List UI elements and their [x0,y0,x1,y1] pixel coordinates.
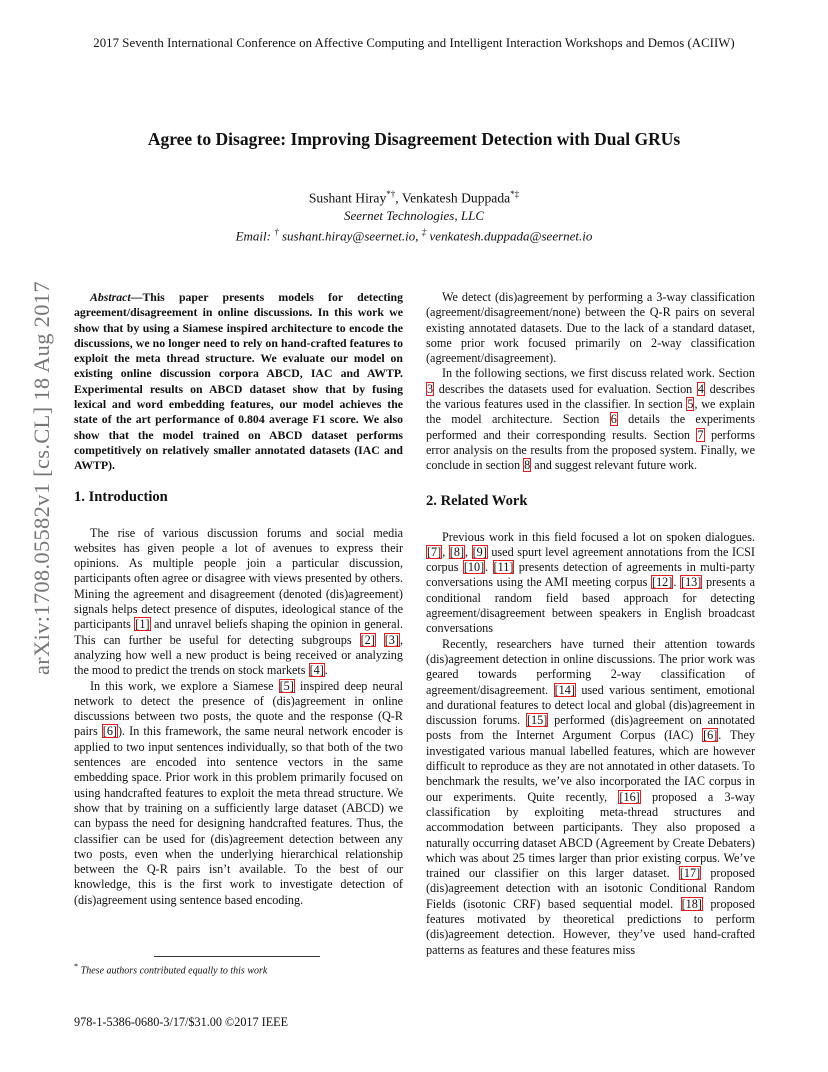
paragraph-text: . [324,663,328,678]
email-link[interactable]: venkatesh.duppada@seernet.io [429,227,593,243]
paragraph-text: presents detection of agreements in multi-party conversations using the AMI meeting corpus [426,560,756,590]
citation-link[interactable]: [10] [463,560,485,575]
intro-paragraph: We detect (dis)agreement by performing a 3-way classification (agreement/disagreement/none) between the Q-R pairs on several existing annotated datasets. Due to the lack of a standard dataset, some prior work focused primarily on 2-way classification (agreement/disagreement). [426,290,755,366]
email-mark: ‡ [421,226,427,237]
section-heading-introduction: 1. Introduction [74,488,168,505]
citation-link[interactable]: [2] [360,632,375,647]
citation-link[interactable]: [13] [681,575,702,590]
citation-link[interactable]: [11] [493,560,514,575]
citation-link[interactable]: [18] [681,896,702,911]
citation-link[interactable]: [7] [427,544,442,559]
email-mark: † [274,226,279,237]
paragraph-text: performed (dis)agreement on annotated posts from the Internet Argument Corpus (IAC) [426,713,755,743]
author-mark: *‡ [510,189,520,199]
paragraph-text: used various sentiment, emotional and durational features to detect local and global (dis)agreement in discussion forums. [426,682,756,728]
footnote [74,962,403,976]
paragraph-text: proposed features motivated by theoretical predictions to perform (dis)agreement detection. However, they’ve used hand-crafted patterns as features and these features miss [426,896,755,957]
paragraph-text: , analyzing how well a new product is being received or analyzing the mood to predict the trends on stock markets [74,632,404,678]
citation-link[interactable]: [4] [309,663,324,678]
paragraph-text: presents a conditional random field based approach for detecting agreement/disagreement between speakers in English broadcast conversations [426,575,755,636]
abstract-label: Abstract [90,290,131,304]
section-heading-related-work: 2. Related Work [426,492,528,509]
footnote-divider [154,956,320,957]
author-mark: *† [386,189,396,199]
paragraph-text: inspired deep neural network to detect the presence of (dis)agreement in online discussions between two posts, the quote and the response (Q-R pairs [74,678,403,739]
abstract-text: —This paper presents models for detecting agreement/disagreement in online discussions. In this work we show that by using a Siamese inspired architecture to encode the discussions, we no longer need to rely on hand-crafted features to exploit the meta thread structure. We evaluate our model on existing online discussion corpora ABCD, IAC and AWTP. Experimental results on ABCD dataset show that by fusing lexical and word embedding features, our model achieves the state of the art performance of 0.804 average F1 score. We also show that the model trained on ABCD dataset performs competitively on relatively smaller annotated datasets (IAC and AWTP). [74,290,403,473]
copyright-footer: 978-1-5386-0680-3/17/$31.00 ©2017 IEEE [74,1015,289,1029]
paragraph-text: proposed (dis)agreement detection with an isotonic Conditional Random Fields (isotonic CRF) based sequential model. [426,866,755,911]
paragraph-text: In this work, we explore a Siamese [90,678,279,693]
related-paragraph [426,637,755,958]
paragraph-text: describes the datasets used for evaluation. Section [434,381,697,396]
section-ref-link[interactable]: 3 [427,381,434,396]
citation-link[interactable]: [6] [102,724,117,739]
paragraph-text: Recently, researchers have turned their attention towards (dis)agreement detection in online discussions. The prior work was geared towards performing 2-way classification of agreement/disagreement. [426,636,755,697]
citation-link[interactable]: [6] [703,728,718,743]
abstract [74,290,403,474]
paragraph-text [376,633,384,647]
citation-link[interactable]: [9] [472,544,487,559]
paragraph-text: proposed a 3-way classification by exploiting meta-thread structures and accommodation between participants. They also proposed a naturally occurring dataset ABCD (Agreement by Create Debaters) which was about 25 times larger than prior existing corpus. We’ve trained our classifier on this larger dataset. [426,789,756,881]
arxiv-stamp[interactable]: arXiv:1708.05582v1 [cs.CL] 18 Aug 2017 [29,281,54,675]
author-name: Venkatesh Duppada [401,190,511,206]
conference-header: 2017 Seventh International Conference on Affective Computing and Intelligent Interaction Workshops and Demos (ACIIW) [93,36,735,50]
paragraph-text: , we explain the model architecture. Section [426,397,755,427]
section-ref-link[interactable]: 7 [697,427,704,442]
paragraph-text: used spurt level agreement annotations from the ICSI corpus [426,544,755,575]
right-column [426,290,755,958]
citation-link[interactable]: [1] [135,617,150,632]
citation-link[interactable]: [14] [554,682,575,697]
intro-paragraph [426,366,755,473]
email-link[interactable]: sushant.hiray@seernet.io, [281,227,419,243]
footnote-text: These authors contributed equally to this work [80,965,268,977]
paragraph-text: describes the various features used in the classifier. In section [426,381,755,412]
author-name: Sushant Hiray [308,190,387,206]
intro-paragraph [74,679,403,908]
citation-link[interactable]: [3] [384,632,399,647]
paragraph-text: Previous work in this field focused a lot on spoken dialogues. [442,529,755,544]
email-line [0,224,828,244]
paragraph-text: details the experiments performed and their corresponding results. Section [426,412,755,442]
paragraph-text: In the following sections, we first discuss related work. Section [442,366,755,381]
left-column [74,290,403,908]
author-block [0,186,828,244]
intro-paragraph [74,526,403,679]
citation-link[interactable]: [16] [619,789,640,804]
footnote-mark: * [74,962,79,971]
paragraph-text: and unravel beliefs shaping the opinion in general. This can further be useful for detecting subgroups [74,617,404,647]
email-label: Email: [235,227,271,243]
paragraph-text: and suggest relevant future work. [531,458,698,473]
section-ref-link[interactable]: 6 [610,412,617,427]
author-separator: , [395,190,402,206]
citation-link[interactable]: [8] [449,544,465,559]
paragraph-text: ). In this framework, the same neural network encoder is applied to two input sentences individually, so that both of the two sentences are encoded into sentence vectors in the same embedding space. Prior work in this problem primarily focused on using handcrafted features to exploit the meta thread structure. We show that by training on a sufficiently large dataset (ABCD) we can bypass the need for designing handcrafted features. Thus, the classifier can be used for (dis)agreement detection between any two posts, even when the underlying hierarchical relationship between the Q-R pairs isn’t available. To the best of our knowledge, this is the first work to investigate detection of (dis)agreement using sentence based encoding. [74,724,403,907]
citation-link[interactable]: [5] [279,678,294,693]
related-paragraph [426,530,755,637]
citation-link[interactable]: [17] [679,866,701,881]
paper-title: Agree to Disagree: Improving Disagreement Detection with Dual GRUs [147,129,681,149]
paragraph-text: , [442,544,449,559]
paragraph-text: . [485,560,493,575]
paragraph-text: The rise of various discussion forums and social media websites has given people a lot of avenues to express their opinions. As multiple people join a particular discussion, participants often agree or disagree with views presented by others. Mining the agreement and disagreement (denoted (dis)agreement) signals helps detect presence of disputes, ideological stance of the participants [74,525,403,632]
paragraph-text: performs error analysis on the results from the proposed system. Finally, we conclude in section [426,427,755,473]
citation-link[interactable]: [12] [652,575,673,590]
section-ref-link[interactable]: 4 [697,381,705,396]
paragraph-text: . They investigated various manual labelled features, which are however difficult to reproduce as they are not annotated in other datasets. To benchmark the results, we’ve also incorporated the IAC corpus in our experiments. Quite recently, [426,728,755,804]
paragraph-text: . [673,575,681,590]
paragraph-text: , [465,544,472,559]
section-ref-link[interactable]: 8 [524,458,531,473]
citation-link[interactable]: [15] [527,713,548,728]
section-ref-link[interactable]: 5 [687,397,694,412]
author-names [0,186,828,207]
affiliation: Seernet Technologies, LLC [344,207,484,223]
